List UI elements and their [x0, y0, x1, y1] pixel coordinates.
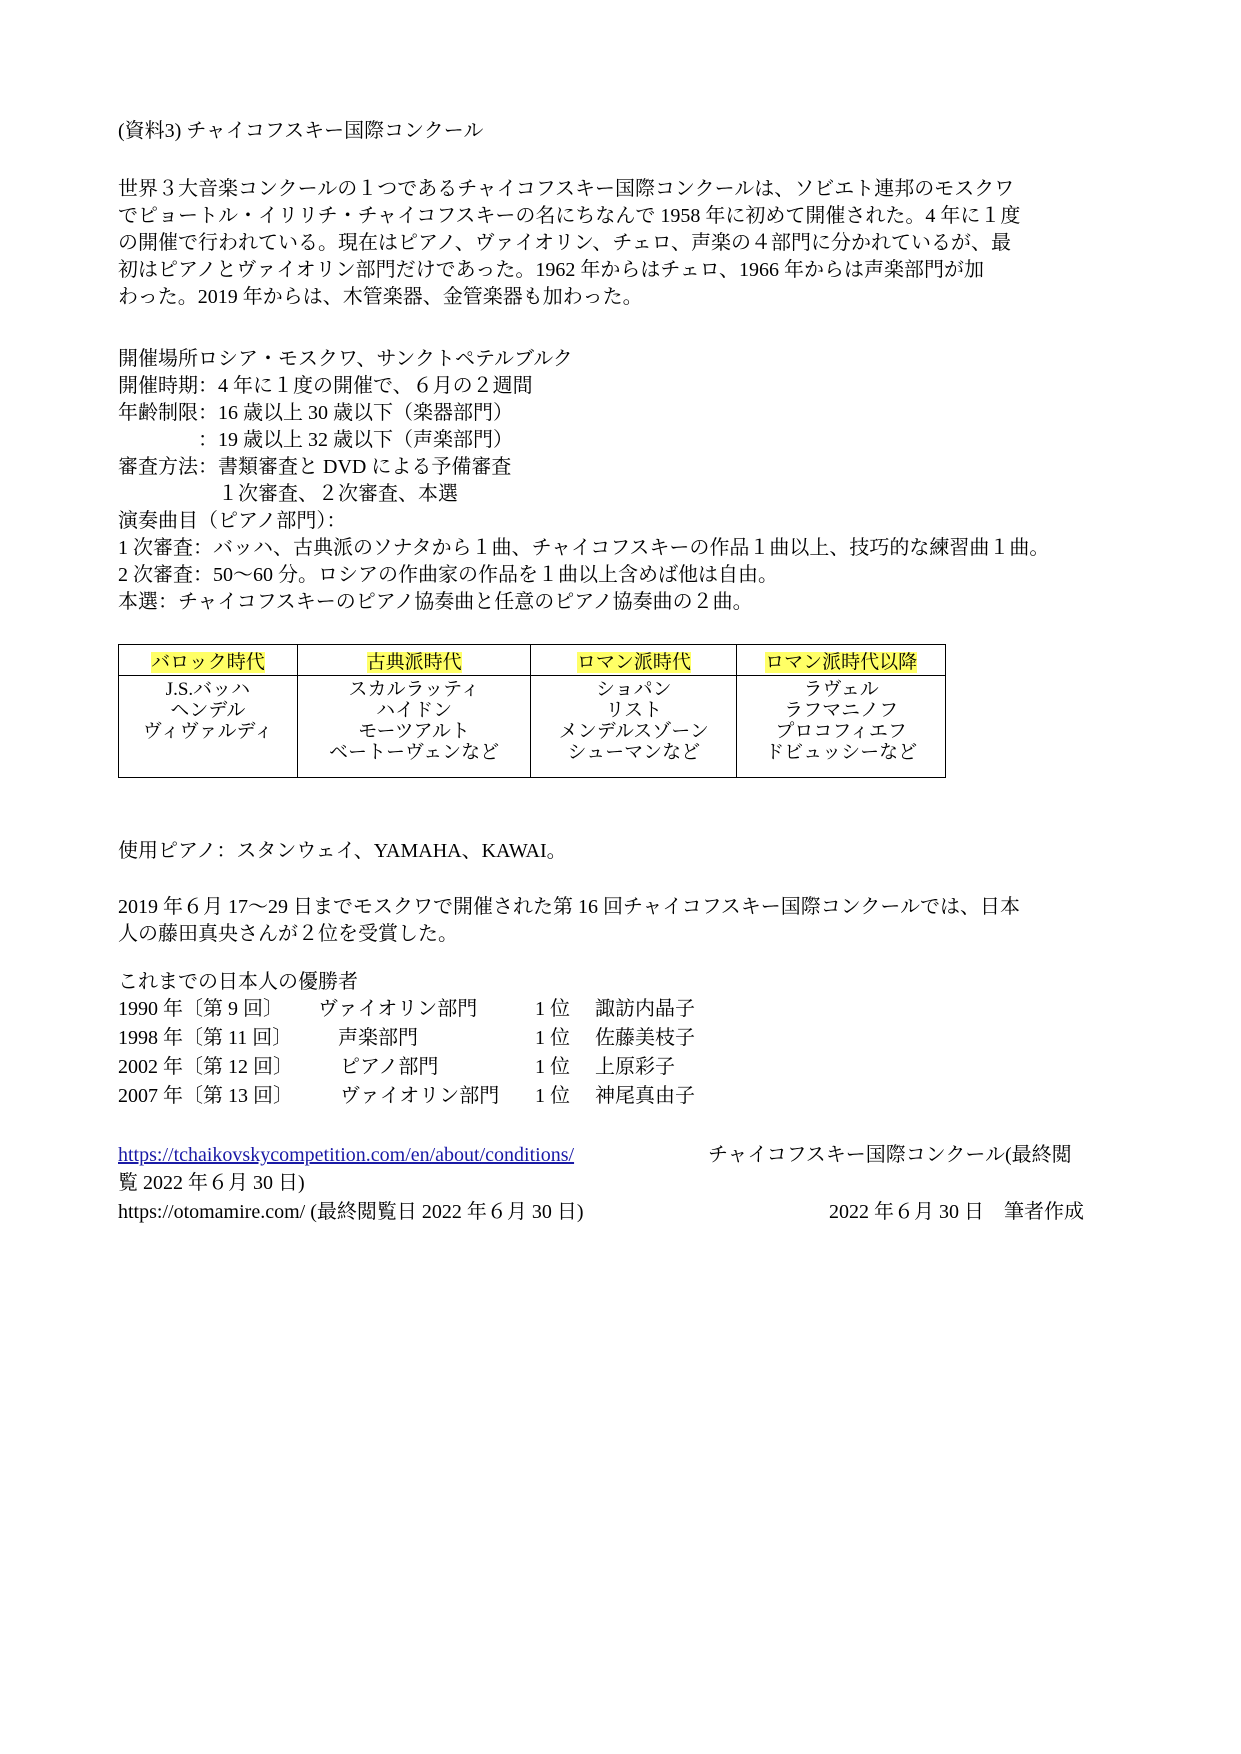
table-row: [119, 676, 946, 778]
table-header-cell: [531, 645, 737, 676]
composer-name: ベートーヴェンなど: [328, 742, 500, 763]
composer-name: モーツアルト: [358, 721, 470, 742]
pianos-used: 使用ピアノ：スタンウェイ、YAMAHA、KAWAI。: [118, 840, 567, 862]
detail-line: 年齢制限：16 歳以上 30 歳以下（楽器部門）: [118, 402, 513, 424]
composer-name: メンデルスゾーン: [558, 721, 709, 742]
detail-line: 1 次審査：バッハ、古典派のソナタから１曲、チャイコフスキーの作品１曲以上、技巧的な練習曲１曲。: [118, 537, 1050, 559]
winner-category: ヴァイオリン部門: [318, 998, 478, 1020]
winner-place: 1 位: [535, 1056, 570, 1078]
table-header-cell: [297, 645, 530, 676]
composer-name: ラヴェル: [803, 679, 879, 700]
period-baroque: バロック時代: [151, 651, 265, 673]
detail-line: 開催時期：4 年に１度の開催で、６月の２週間: [118, 375, 533, 397]
document-title: (資料3) チャイコフスキー国際コンクール: [118, 120, 484, 142]
composer-name: プロコフィエフ: [775, 721, 907, 742]
result-paragraph: [118, 894, 1128, 948]
composer-table: [118, 644, 946, 778]
period-classical: 古典派時代: [366, 651, 462, 673]
composer-cell-baroque: [119, 676, 298, 778]
table-header-cell: [737, 645, 946, 676]
composer-name: シューマンなど: [567, 742, 701, 763]
composer-cell-romantic: [531, 676, 737, 778]
result-line: 人の藤田真央さんが２位を受賞した。: [118, 923, 458, 945]
source-line-2: https://otomamire.com/ (最終閲覧日 2022 年６月 30 日): [118, 1201, 584, 1223]
source-line-1-cont: 覧 2022 年６月 30 日): [118, 1172, 305, 1194]
composer-name: ドビュッシーなど: [765, 742, 918, 763]
intro-line: 初はピアノとヴァイオリン部門だけであった。1962 年からはチェロ、1966 年からは声楽部門が加: [118, 259, 984, 281]
winner-name: 佐藤美枝子: [595, 1027, 695, 1049]
intro-paragraph: [118, 176, 1128, 311]
winner-category: ピアノ部門: [340, 1056, 439, 1078]
winner-category: 声楽部門: [338, 1027, 418, 1049]
composer-cell-classical: [297, 676, 530, 778]
composer-cell-post-romantic: [737, 676, 946, 778]
winner-name: 神尾真由子: [595, 1085, 695, 1107]
composer-name: ヘンデル: [170, 700, 246, 721]
detail-line: 演奏曲目（ピアノ部門）：: [118, 510, 347, 532]
winner-year: 2007 年〔第 13 回〕: [118, 1085, 293, 1107]
table-header-cell: [119, 645, 298, 676]
detail-line: 本選：チャイコフスキーのピアノ協奏曲と任意のピアノ協奏曲の２曲。: [118, 591, 753, 613]
table-header-row: [119, 645, 946, 676]
composer-name: ヴィヴァルディ: [142, 721, 273, 742]
result-line: 2019 年６月 17〜29 日までモスクワで開催された第 16 回チャイコフスキー国際コンクールでは、日本: [118, 896, 1020, 918]
winner-year: 1990 年〔第 9 回〕: [118, 998, 283, 1020]
composer-name: ラフマニノフ: [784, 700, 899, 721]
winner-place: 1 位: [535, 1027, 570, 1049]
source-link-description: チャイコフスキー国際コンクール(最終閲: [708, 1144, 1072, 1166]
intro-line: でピョートル・イリリチ・チャイコフスキーの名にちなんで 1958 年に初めて開催された。4 年に１度: [118, 205, 1021, 227]
detail-line: ：19 歳以上 32 歳以下（声楽部門）: [118, 429, 513, 451]
intro-line: 世界３大音楽コンクールの１つであるチャイコフスキー国際コンクールは、ソビエト連邦のモスクワ: [118, 178, 1015, 200]
composer-name: ハイドン: [376, 700, 453, 721]
winners-heading: これまでの日本人の優勝者: [118, 971, 358, 993]
winner-year: 1998 年〔第 11 回〕: [118, 1027, 293, 1049]
period-post-romantic: ロマン派時代以降: [765, 651, 918, 673]
intro-line: の開催で行われている。現在はピアノ、ヴァイオリン、チェロ、声楽の４部門に分かれているが、最: [118, 232, 1011, 254]
source-link-tchaikovsky[interactable]: https://tchaikovskycompetition.com/en/about/conditions/: [118, 1144, 575, 1166]
composer-name: J.S.バッハ: [165, 679, 251, 700]
detail-line: 審査方法：書類審査と DVD による予備審査: [118, 456, 512, 478]
detail-line: 2 次審査：50〜60 分。ロシアの作曲家の作品を１曲以上含めば他は自由。: [118, 564, 778, 586]
winner-name: 上原彩子: [595, 1056, 675, 1078]
details-block: [118, 346, 1128, 616]
winner-category: ヴァイオリン部門: [340, 1085, 500, 1107]
winner-place: 1 位: [535, 1085, 570, 1107]
composer-name: リスト: [605, 700, 663, 721]
winner-place: 1 位: [535, 998, 570, 1020]
composer-name: ショパン: [596, 679, 672, 700]
source-line-1: [118, 1142, 1072, 1168]
intro-line: わった。2019 年からは、木管楽器、金管楽器も加わった。: [118, 286, 643, 308]
composer-name: スカルラッティ: [348, 679, 480, 700]
detail-line: 開催場所ロシア・モスクワ、サンクトペテルブルク: [118, 348, 573, 370]
period-romantic: ロマン派時代: [576, 651, 691, 673]
author-note: 2022 年６月 30 日 筆者作成: [829, 1201, 1084, 1223]
detail-line: １次審査、２次審査、本選: [118, 483, 458, 505]
winner-year: 2002 年〔第 12 回〕: [118, 1056, 293, 1078]
winner-name: 諏訪内晶子: [595, 998, 695, 1020]
